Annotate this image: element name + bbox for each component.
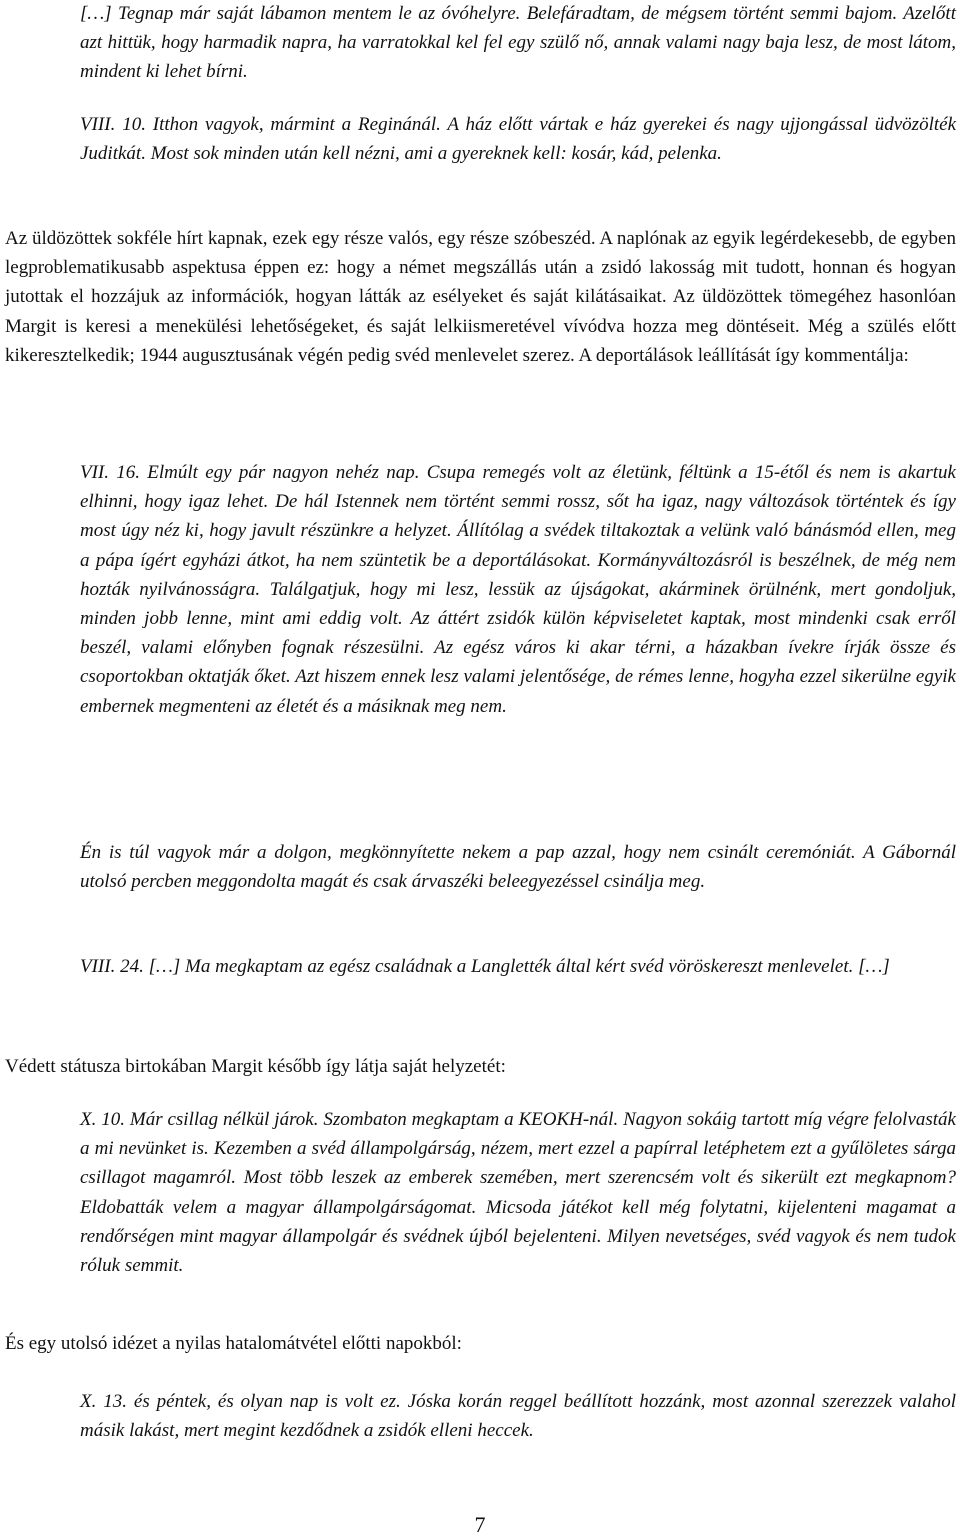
diary-quote-block: […] Tegnap már saját lábamon mentem le az óvóhelyre. Belefáradtam, de mégsem történt semmi bajom. Azelőtt azt hittük, hogy harmadik napra, ha varratokkal kel fel egy szülő nő, annak valami nagy baja lesz, de most látom, mindent ki lehet bírni.	[80, 3, 956, 83]
diary-quote-block: X. 13. és péntek, és olyan nap is volt ez. Jóska korán reggel beállított hozzánk, most azonnal szerezzek valahol másik lakást, mert megint kezdődnek a zsidók elleni heccek.	[80, 1391, 956, 1442]
diary-quote-block: VIII. 10. Itthon vagyok, mármint a Reginánál. A ház előtt vártak e ház gyerekei és nagy ujjongással üdvözölték Juditkát. Most sok minden után kell nézni, ami a gyereknek kell: kosár, kád, pelenka.	[80, 114, 956, 165]
body-paragraph: Az üldözöttek sokféle hírt kapnak, ezek egy része valós, egy része szóbeszéd. A naplónak az egyik legérdekesebb, de egyben legproblematikusabb aspektusa éppen ez: hogy a német megszállás után a zsidó lakosság mit tudott, honnan és hogyan jutottak el hozzájuk az információk, hogyan látták az esélyeket és saját kilátásaikat. Az üldözöttek tömegéhez hasonlóan Margit is keresi a menekülési lehetőségeket, és saját lelkiismeretével vívódva hozza meg döntéseit. Még a szülés előtt kikeresztelkedik; 1944 augusztusának végén pedig svéd menlevelet szerez. A deportálások leállítását így kommentálja:	[5, 228, 956, 366]
diary-quote-block: Én is túl vagyok már a dolgon, megkönnyítette nekem a pap azzal, hogy nem csinált ceremóniát. A Gábornál utolsó percben meggondolta magát és csak árvaszéki beleegyezéssel csinálja meg.	[80, 842, 956, 893]
diary-quote-block: VIII. 24. […] Ma megkaptam az egész családnak a Langlették által kért svéd vöröskereszt menlevelet. […]	[80, 956, 890, 977]
body-paragraph: Védett státusza birtokában Margit később így látja saját helyzetét:	[5, 1056, 506, 1077]
diary-quote-block: X. 10. Már csillag nélkül járok. Szombaton megkaptam a KEOKH-nál. Nagyon sokáig tartott míg végre felolvasták a mi nevünket is. Kezemben a svéd állampolgárság, nézem, mert ezzel a papírral letéphetem ezt a gyűlöletes sárga csillagot magamról. Most több leszek az emberek szemében, mert szerencsém volt és sikerült ezt megkapnom? Eldobatták velem a magyar állampolgárságomat. Micsoda játékot kell még folytatni, kijelenteni magamat a rendőrségen mint magyar állampolgár és svédnek újból bejelenteni. Milyen nevetséges, svéd vagyok és nem tudok róluk semmit.	[80, 1109, 956, 1277]
page-number: 7	[474, 1512, 486, 1537]
body-paragraph: És egy utolsó idézet a nyilas hatalomátvétel előtti napokból:	[5, 1333, 462, 1354]
diary-quote-block: VII. 16. Elmúlt egy pár nagyon nehéz nap. Csupa remegés volt az életünk, féltünk a 15-étől és nem is akartuk elhinni, hogy igaz lehet. De hál Istennek nem történt semmi rossz, sőt ha igaz, nagy változások történtek és így most úgy néz ki, hogy javult részünkre a helyzet. Állítólag a svédek tiltakoztak a velünk való bánásmód ellen, meg a pápa ígért egyházi átkot, ha nem szüntetik be a deportálásokat. Kormányváltozásról is beszélnek, de még nem hozták nyilvánosságra. Találgatjuk, hogy mi lesz, lessük az újságokat, akárminek örülnénk, mert gondoljuk, minden jobb lenne, mint ami eddig volt. Az áttért zsidók külön képviseletet kaptak, most mindenki csak erről beszél, valami előnyben fognak részesülni. Az egész város ki akar térni, a házakban ívekre írják össze és csoportokban oktatják őket. Azt hiszem ennek lesz valami jelentősége, de rémes lenne, hogyha ezzel sikerülne egyik embernek megmenteni az életét és a másiknak meg nem.	[80, 462, 956, 717]
